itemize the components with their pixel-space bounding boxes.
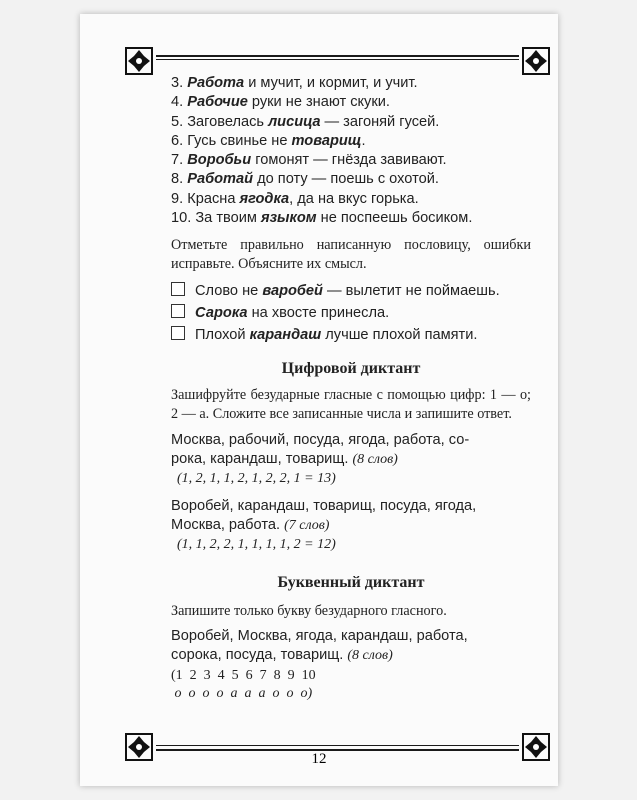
page-content	[171, 74, 531, 703]
corner-ornament-icon	[122, 44, 156, 78]
checkbox-list	[171, 280, 531, 346]
proverb-item: 8. Работай до поту — поешь с охотой.	[171, 171, 439, 188]
proverb-list	[171, 74, 531, 228]
checkbox[interactable]	[171, 304, 185, 318]
proverb-item: 4. Рабочие руки не знают скуки.	[171, 94, 390, 111]
proverb-item: 10. За твоим языком не поспеешь босиком.	[171, 210, 473, 227]
task-instruction: Отметьте правильно написанную пословицу, ошибки исправьте. Объясните их смысл.	[171, 237, 531, 273]
task-instruction: Зашифруйте безударные гласные с помощью цифр: 1 — о; 2 — а. Сложите все записанные числа и запишите ответ.	[171, 387, 531, 423]
word-count: (7 слов)	[284, 518, 330, 534]
answer-line: (1, 2, 1, 1, 2, 1, 2, 2, 1 = 13)	[177, 471, 336, 487]
answer-line: (1, 1, 2, 2, 1, 1, 1, 1, 2 = 12)	[177, 537, 336, 553]
proverb-item: 9. Красна ягодка, да на вкус горька.	[171, 190, 419, 207]
dictation-line: рока, карандаш, товарищ. (8 слов)	[171, 451, 398, 468]
dictation-line: Москва, работа. (7 слов)	[171, 517, 330, 534]
dictation-block	[171, 627, 531, 665]
checkbox-item[interactable]: Сарока на хвосте принесла.	[171, 302, 531, 324]
answer-grid-numbers: (1 2 3 4 5 6 7 8 9 10	[171, 668, 316, 684]
proverb-item: 3. Работа и мучит, и кормит, и учит.	[171, 75, 418, 91]
proverb-item: 5. Заговелась лисица — загоняй гусей.	[171, 113, 440, 130]
dictation-line: Москва, рабочий, посуда, ягода, работа, со-	[171, 432, 470, 449]
task-instruction: Запишите только букву безударного гласного.	[171, 603, 447, 620]
top-border	[156, 55, 519, 57]
answer-grid-letters: о о о о а а а о о о)	[171, 686, 313, 702]
corner-ornament-icon	[519, 44, 553, 78]
word-count: (8 слов)	[347, 648, 393, 664]
dictation-line: Воробей, Москва, ягода, карандаш, работа,	[171, 628, 468, 645]
bottom-border-thin	[156, 745, 519, 746]
proverb-item: 7. Воробьи гомонят — гнёзда завивают.	[171, 152, 447, 169]
dictation-block	[171, 431, 531, 488]
checkbox-item[interactable]: Плохой карандаш лучше плохой памяти.	[171, 324, 531, 346]
checkbox[interactable]	[171, 326, 185, 340]
dictation-line: Воробей, карандаш, товарищ, посуда, ягода,	[171, 498, 477, 515]
word-count: (8 слов)	[352, 452, 398, 468]
section-heading: Цифровой диктант	[281, 360, 421, 378]
section-heading: Буквенный диктант	[277, 574, 425, 592]
proverb-item: 6. Гусь свинье не товарищ.	[171, 132, 366, 149]
book-page	[80, 14, 558, 786]
checkbox[interactable]	[171, 282, 185, 296]
dictation-block	[171, 497, 531, 554]
top-border-thin	[156, 59, 519, 60]
dictation-line: сорока, посуда, товарищ. (8 слов)	[171, 647, 393, 664]
checkbox-item[interactable]: Слово не варобей — вылетит не поймаешь.	[171, 280, 531, 302]
page-number: 12	[311, 751, 327, 767]
